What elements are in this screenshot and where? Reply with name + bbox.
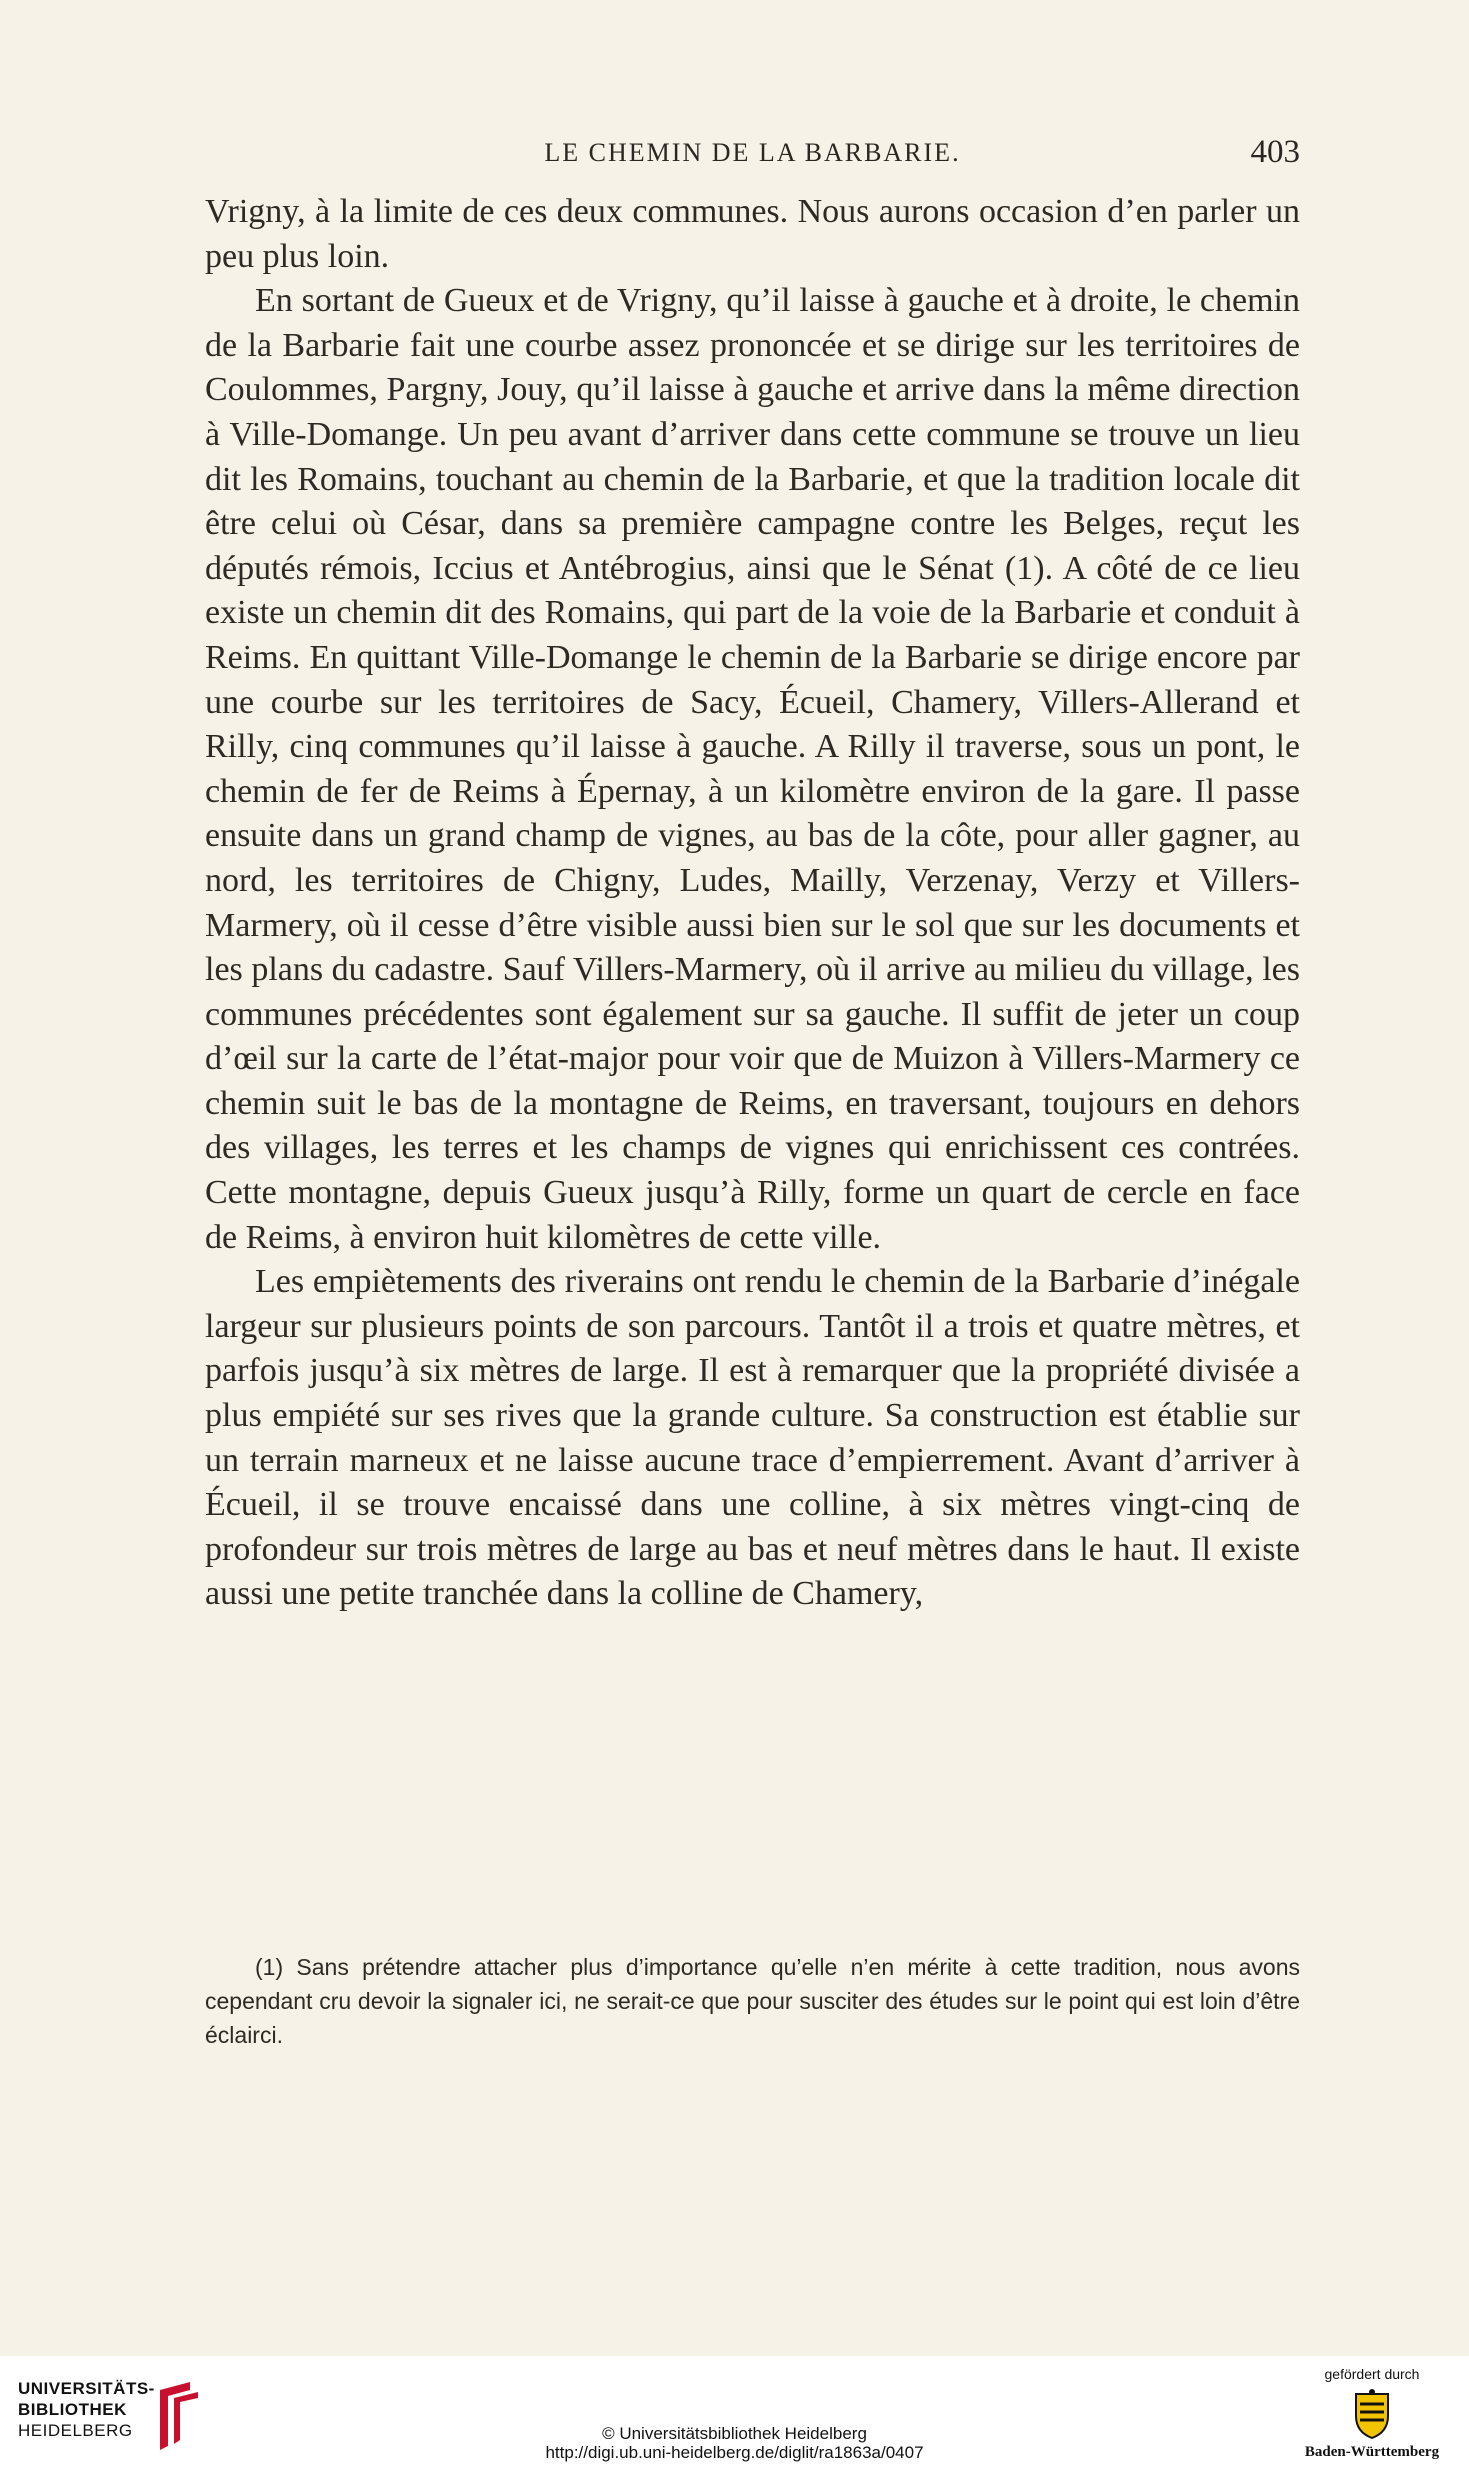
paragraph-1: Vrigny, à la limite de ces deux communes. Nous aurons occasion d’en parler un peu plus loin. (205, 193, 1300, 275)
copyright-text: © Universitätsbibliothek Heidelberg (602, 2424, 867, 2443)
library-name-line2: BIBLIOTHEK (18, 2400, 127, 2419)
paragraph-2: En sortant de Gueux et de Vrigny, qu’il laisse à gauche et à droite, le chemin de la Barbarie fait une courbe assez prononcée et se dirige sur les territoires de Coulommes, Pargny, Jouy, qu’il laisse à gauche et arrive dans la même direction à Ville-Domange. Un peu avant d’arriver dans cette commune se trouve un lieu dit les Romains, touchant au chemin de la Barbarie, et que la tradition locale dit être celui où César, dans sa première campagne contre les Belges, reçut les députés rémois, Iccius et Antébrogius, ainsi que le Sénat (1). A côté de ce lieu existe un chemin dit des Romains, qui part de la voie de la Barbarie et conduit à Reims. En quittant Ville-Domange le chemin de la Barbarie se dirige encore par une courbe sur les territoires de Sacy, Écueil, Chamery, Villers-Allerand et Rilly, cinq communes qu’il laisse à gauche. A Rilly il traverse, sous un pont, le chemin de fer de Reims à Épernay, à un kilomètre environ de la gare. Il passe ensuite dans un grand champ de vignes, au bas de la côte, pour aller gagner, au nord, les territoires de Chigny, Ludes, Mailly, Verzenay, Verzy et Villers-Marmery, où il cesse d’être visible aussi bien sur le sol que sur les documents et les plans du cadastre. Sauf Villers-Marmery, où il arrive au milieu du village, les communes précédentes sont également sur sa gauche. Il suffit de jeter un coup d’œil sur la carte de l’état-major pour voir que de Muizon à Villers-Marmery ce chemin suit le bas de la montagne de Reims, en traversant, toujours en dehors des villages, les terres et les champs de vignes qui enrichissent ces contrées. Cette montagne, depuis Gueux jusqu’à Rilly, forme un quart de cercle en face de Reims, à environ huit kilomètres de cette ville. (205, 282, 1300, 1256)
paragraph-3: Les empiètements des riverains ont rendu le chemin de la Barbarie d’inégale largeur sur plusieurs points de son parcours. Tantôt il a trois et quatre mètres, et parfois jusqu’à six mètres de large. Il est à remarquer que la propriété divisée a plus empiété sur ses rives que la grande culture. Sa construction est établie sur un terrain marneux et ne laisse aucune trace d’empierrement. Avant d’arriver à Écueil, il se trouve encaissé dans une colline, à six mètres vingt-cinq de profondeur sur trois mètres de large au bas et neuf mètres dans le haut. Il existe aussi une petite tranchée dans la colline de Chamery, (205, 1263, 1300, 1613)
page-number: 403 (1250, 134, 1300, 170)
library-name-line3: HEIDELBERG (18, 2421, 133, 2440)
body-text (205, 190, 1300, 1617)
permalink[interactable]: http://digi.ub.uni-heidelberg.de/diglit/ra1863a/0407 (545, 2443, 924, 2462)
copyright-block (0, 2424, 1469, 2462)
digitization-footer (0, 2356, 1469, 2466)
coat-of-arms-icon (1352, 2388, 1392, 2440)
funded-by-label: gefördert durch (1324, 2366, 1420, 2382)
library-name-line1: UNIVERSITÄTS- (18, 2379, 155, 2398)
running-head (205, 134, 1300, 178)
funder-name: Baden-Württemberg (1304, 2444, 1440, 2460)
running-title: LE CHEMIN DE LA BARBARIE. (544, 138, 961, 167)
footnote: (1) Sans prétendre attacher plus d’importance qu’elle n’en mérite à cette tradition, nous avons cependant cru devoir la signaler ici, ne serait-ce que pour susciter des études sur le point qui est loin d’être éclairci. (205, 1954, 1300, 2048)
